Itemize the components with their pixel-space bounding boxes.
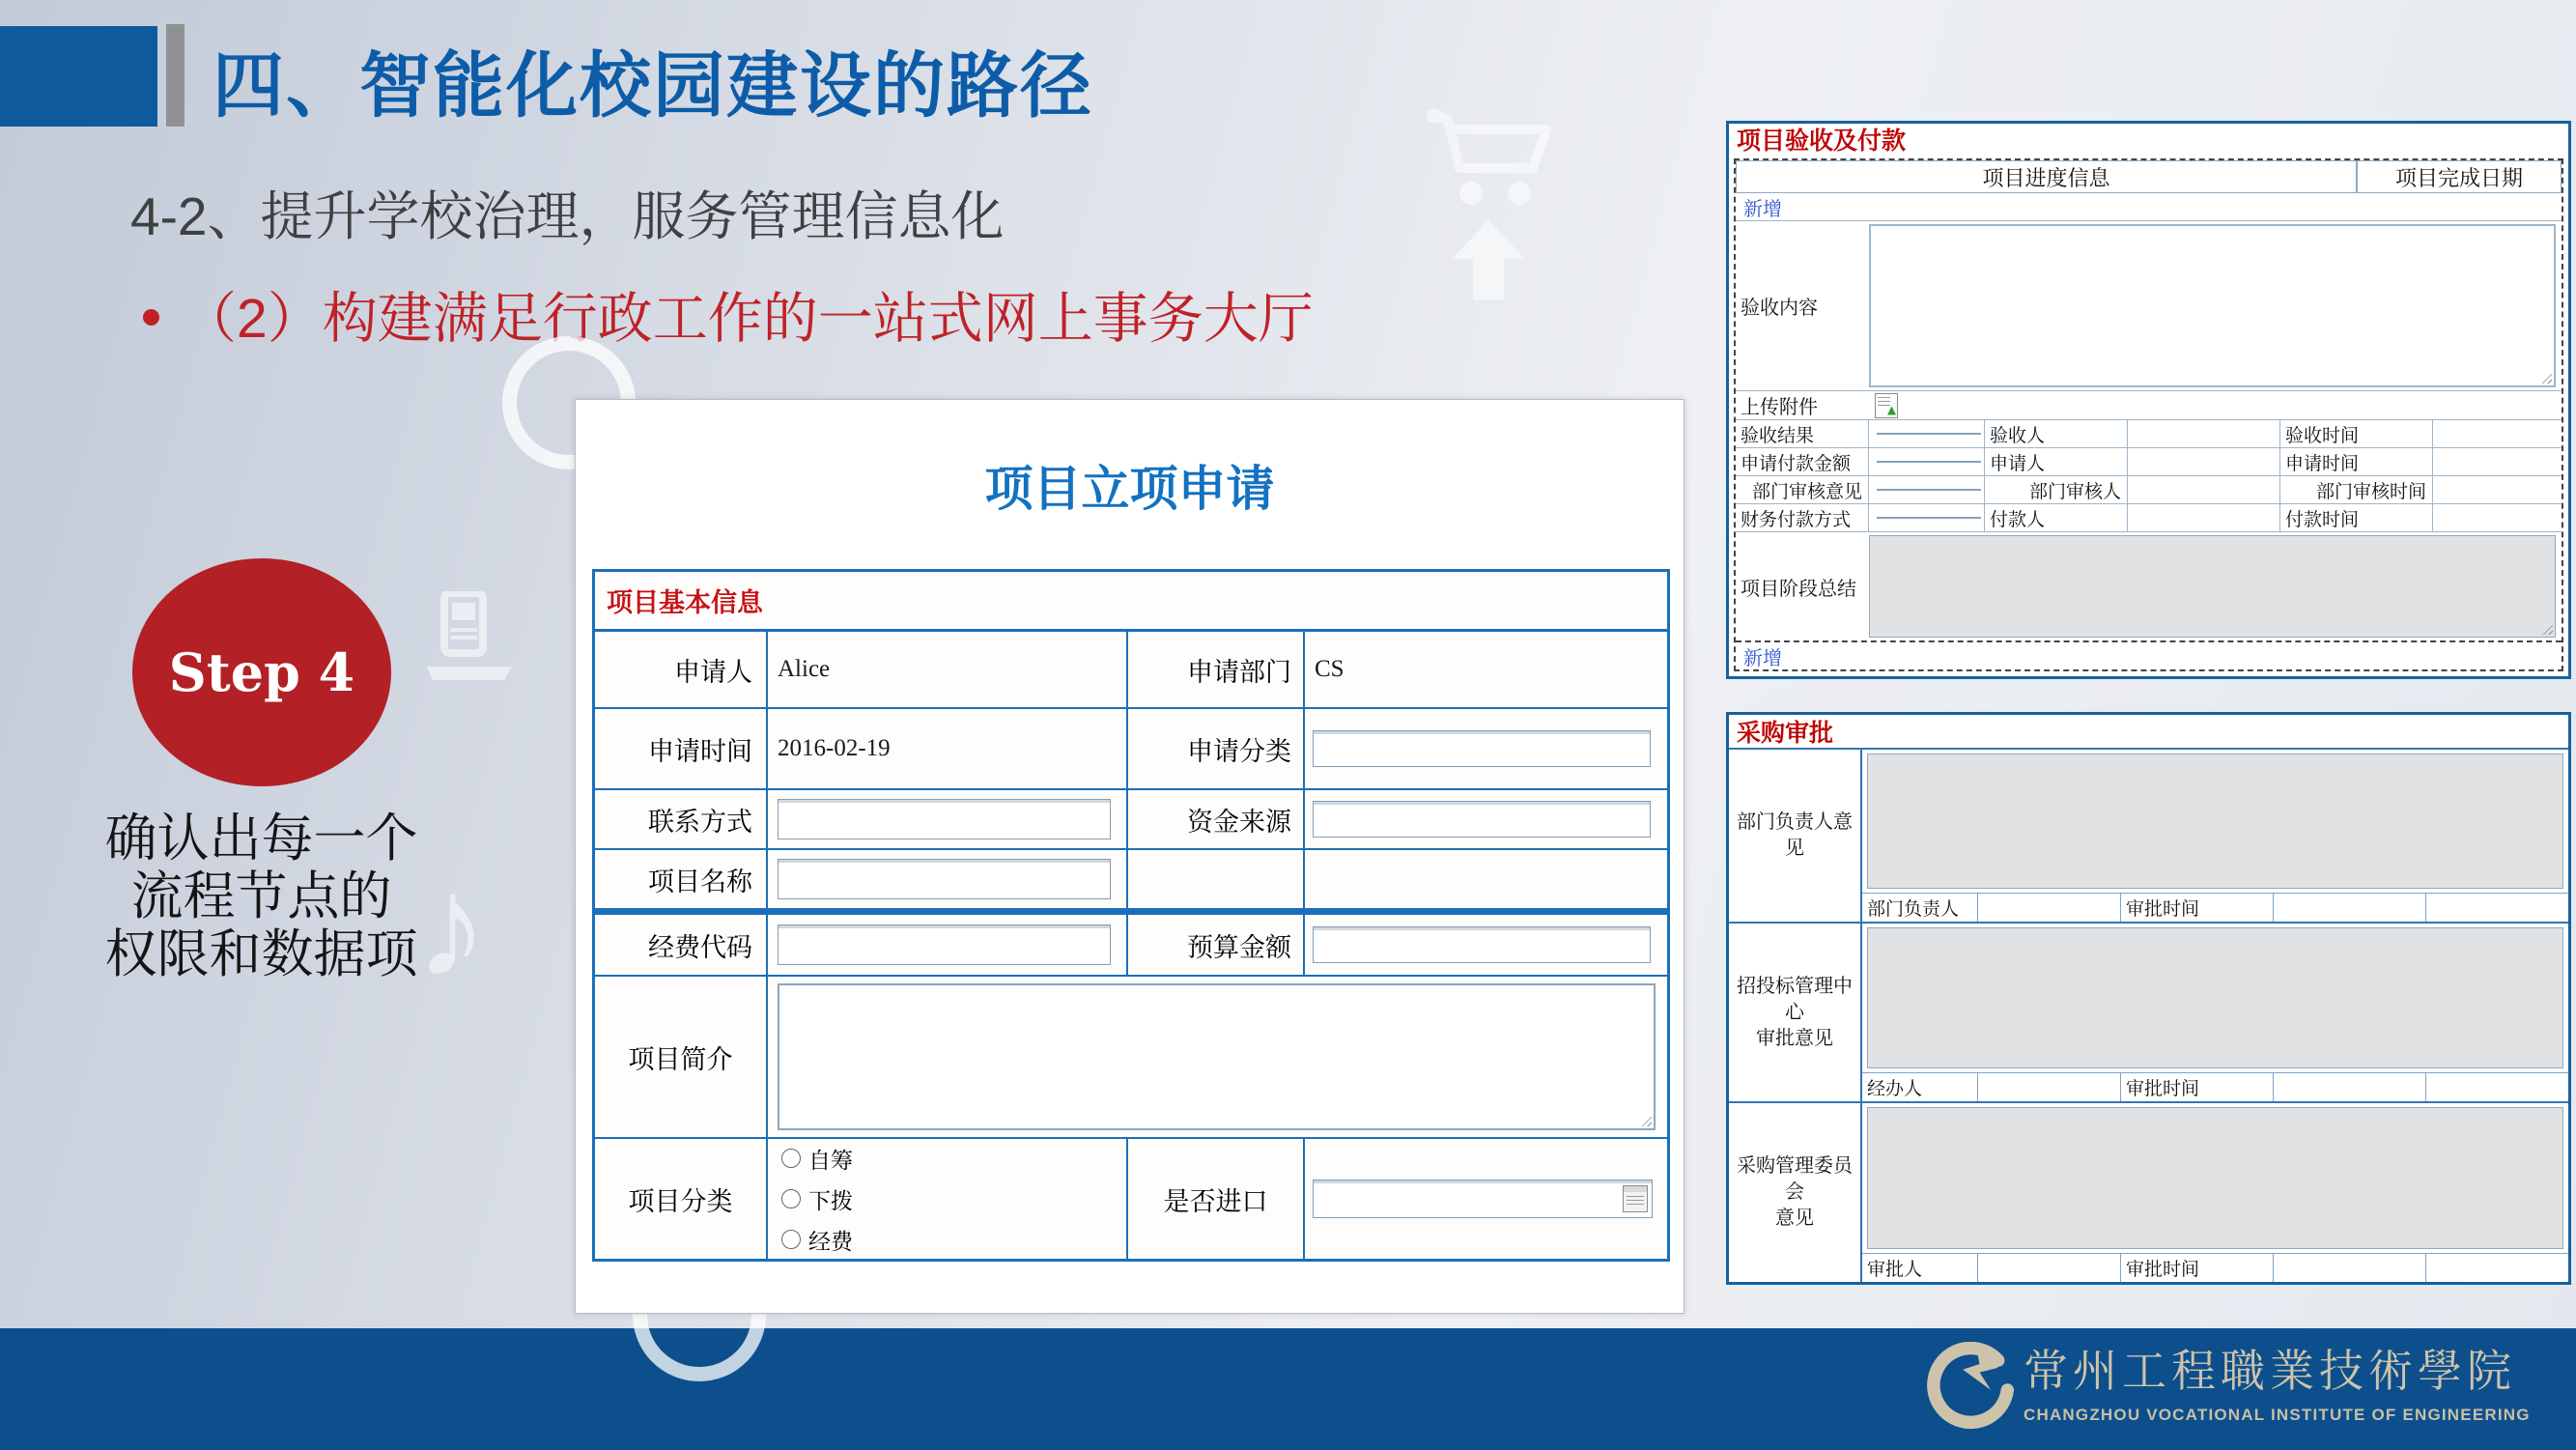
department-value: CS xyxy=(1315,656,1345,682)
empty-cell xyxy=(2433,504,2562,531)
finish-date-header: 项目完成日期 xyxy=(2357,160,2562,193)
empty-cell xyxy=(2128,420,2280,447)
finance-time-label: 付款时间 xyxy=(2280,504,2433,531)
radio-option[interactable] xyxy=(781,1224,853,1256)
acceptance-header-row xyxy=(1736,160,2562,193)
footer-bar xyxy=(0,1328,2576,1450)
empty-cell xyxy=(2426,1073,2568,1101)
intro-label: 项目简介 xyxy=(595,977,768,1137)
dept-opinion-subrow xyxy=(1862,893,2568,922)
result-time-label: 验收时间 xyxy=(2280,420,2433,447)
budget-code-cell xyxy=(768,915,1128,975)
school-logo-text-group xyxy=(2024,1336,2531,1425)
table-row xyxy=(595,709,1667,790)
empty-cell xyxy=(2128,448,2280,475)
empty-cell xyxy=(1305,850,1667,908)
funding-source-cell xyxy=(1305,790,1667,848)
title-accent-bar xyxy=(166,24,184,127)
stage-summary-textarea-disabled xyxy=(1869,535,2556,638)
table-row xyxy=(595,1139,1667,1259)
apply-time-value: 2016-02-19 xyxy=(768,709,1128,788)
upload-attachment-icon[interactable] xyxy=(1875,393,1898,418)
empty-cell xyxy=(2426,894,2568,922)
finance-label: 财务付款方式 xyxy=(1736,504,1869,531)
result-input-cell xyxy=(1869,420,1985,447)
apply-category-label: 申请分类 xyxy=(1128,709,1305,788)
payment-time-label: 申请时间 xyxy=(2280,448,2433,475)
finance-input-disabled xyxy=(1877,517,1981,519)
project-name-input[interactable] xyxy=(778,859,1111,899)
table-row xyxy=(595,977,1667,1139)
dept-review-time-label: 部门审核时间 xyxy=(2280,476,2433,503)
result-input-disabled xyxy=(1877,433,1981,435)
dept-review-input-cell xyxy=(1869,476,1985,503)
step-badge-label: Step 4 xyxy=(168,641,355,703)
upload-row xyxy=(1736,390,2562,419)
music-note-icon: ♪ xyxy=(415,844,488,1007)
payment-amount-row xyxy=(1736,447,2562,475)
bidding-center-label-line: 审批意见 xyxy=(1756,1027,1833,1049)
empty-cell xyxy=(2433,420,2562,447)
dept-review-label: 部门审核意见 xyxy=(1736,476,1869,503)
result-label: 验收结果 xyxy=(1736,420,1869,447)
acceptance-payment-panel xyxy=(1726,121,2571,679)
dept-opinion-textarea-disabled xyxy=(1867,753,2563,889)
bullet-text: （2）构建满足行政工作的一站式网上事务大厅 xyxy=(182,288,1314,350)
table-row xyxy=(595,850,1667,910)
purchase-committee-textarea-disabled xyxy=(1867,1107,2563,1249)
import-label: 是否进口 xyxy=(1128,1139,1305,1259)
funding-source-label: 资金来源 xyxy=(1128,790,1305,848)
step-note xyxy=(46,810,476,983)
dept-opinion-label: 部门负责人意见 xyxy=(1729,750,1862,922)
step-badge xyxy=(132,558,391,786)
calendar-icon[interactable] xyxy=(1623,1185,1648,1212)
school-logo-icon xyxy=(1922,1342,2015,1435)
bidding-center-label xyxy=(1729,924,1862,1101)
progress-info-header: 项目进度信息 xyxy=(1736,160,2357,193)
school-name-en: CHANGZHOU VOCATIONAL INSTITUTE OF ENGINEERING xyxy=(2024,1406,2531,1424)
category-options-cell xyxy=(768,1139,1128,1259)
project-application-panel xyxy=(575,399,1684,1314)
stage-summary-label: 项目阶段总结 xyxy=(1741,578,1856,600)
empty-cell xyxy=(2128,504,2280,531)
budget-amount-label: 预算金额 xyxy=(1128,915,1305,975)
category-label: 项目分类 xyxy=(595,1139,768,1259)
bidding-center-textarea-disabled xyxy=(1867,927,2563,1068)
radio-option[interactable] xyxy=(781,1183,853,1215)
school-name: 常州工程職業技術學院 xyxy=(2024,1345,2516,1397)
approval-time-label: 审批时间 xyxy=(2121,894,2274,922)
empty-cell xyxy=(2128,476,2280,503)
import-date-input[interactable] xyxy=(1313,1180,1653,1218)
purchase-committee-label-line: 意见 xyxy=(1775,1208,1814,1229)
approval-time-label: 审批时间 xyxy=(2121,1254,2274,1282)
empty-cell xyxy=(2426,1254,2568,1282)
acceptance-table xyxy=(1734,158,2563,671)
department-label: 申请部门 xyxy=(1128,632,1305,707)
acceptance-panel-title: 项目验收及付款 xyxy=(1737,128,1907,155)
step-note-line: 权限和数据项 xyxy=(104,925,418,983)
project-name-label: 项目名称 xyxy=(595,850,768,908)
radio-icon[interactable] xyxy=(781,1149,801,1168)
purchase-committee-label xyxy=(1729,1103,1862,1282)
intro-cell xyxy=(768,977,1667,1137)
empty-cell xyxy=(2274,1073,2426,1101)
payment-label: 申请付款金额 xyxy=(1736,448,1869,475)
empty-cell xyxy=(1978,1254,2121,1282)
table-row xyxy=(595,632,1667,709)
add-record-link-bottom[interactable]: 新增 xyxy=(1736,640,2562,669)
contact-input[interactable] xyxy=(778,799,1111,839)
purchase-committee-subrow xyxy=(1862,1253,2568,1282)
contact-label: 联系方式 xyxy=(595,790,768,848)
acceptance-content-textarea[interactable] xyxy=(1869,224,2556,387)
payment-input-cell xyxy=(1869,448,1985,475)
approver-label: 审批人 xyxy=(1862,1254,1978,1282)
dept-review-input-disabled xyxy=(1877,489,1981,491)
empty-cell xyxy=(1978,894,2121,922)
result-person-label: 验收人 xyxy=(1985,420,2128,447)
empty-cell xyxy=(2274,894,2426,922)
title-accent-block xyxy=(0,26,157,127)
purchase-panel-title: 采购审批 xyxy=(1737,720,1834,747)
dept-head-label: 部门负责人 xyxy=(1862,894,1978,922)
dept-opinion-section xyxy=(1729,748,2568,922)
bidding-center-label-line: 招投标管理中心 xyxy=(1737,975,1853,1023)
shopping-cart-icon xyxy=(1425,108,1558,214)
project-basic-info-table xyxy=(592,569,1670,1262)
page-title: 四、智能化校园建设的路径 xyxy=(212,45,1093,126)
bidding-center-subrow xyxy=(1862,1072,2568,1101)
project-name-cell xyxy=(768,850,1128,908)
funding-source-input[interactable] xyxy=(1313,801,1651,838)
budget-amount-input[interactable] xyxy=(1313,926,1651,963)
section-header-basic-info: 项目基本信息 xyxy=(595,572,1667,632)
radio-option-label: 自筹 xyxy=(808,1147,853,1173)
empty-cell xyxy=(2433,448,2562,475)
acceptance-result-row xyxy=(1736,419,2562,447)
radio-option-label: 下拨 xyxy=(808,1187,853,1213)
bullet-dot xyxy=(143,309,159,326)
finance-input-cell xyxy=(1869,504,1985,531)
approval-time-label: 审批时间 xyxy=(2121,1073,2274,1101)
step-note-line: 确认出每一个 xyxy=(104,810,418,867)
purchase-committee-label-line: 采购管理委员会 xyxy=(1737,1155,1853,1203)
purchase-committee-section xyxy=(1729,1101,2568,1282)
radio-icon[interactable] xyxy=(781,1230,801,1249)
empty-cell xyxy=(2433,476,2562,503)
radio-option[interactable] xyxy=(781,1143,853,1175)
contact-cell xyxy=(768,790,1128,848)
page-subtitle: 4-2、提升学校治理，服务管理信息化 xyxy=(130,186,1005,246)
budget-code-input[interactable] xyxy=(778,924,1111,965)
table-row xyxy=(595,790,1667,850)
dept-review-row xyxy=(1736,475,2562,503)
payment-input-disabled xyxy=(1877,461,1981,463)
phone-icon xyxy=(423,591,516,684)
budget-amount-cell xyxy=(1305,915,1667,975)
apply-category-cell xyxy=(1305,709,1667,788)
apply-time-label: 申请时间 xyxy=(595,709,768,788)
import-cell xyxy=(1305,1139,1667,1259)
handler-label: 经办人 xyxy=(1862,1073,1978,1101)
upload-label: 上传附件 xyxy=(1741,397,1818,418)
finance-payment-row xyxy=(1736,503,2562,531)
up-arrow-icon xyxy=(1452,220,1525,299)
add-record-link-top[interactable]: 新增 xyxy=(1743,198,1782,220)
empty-cell xyxy=(1128,850,1305,908)
acceptance-content-label: 验收内容 xyxy=(1741,298,1818,319)
budget-code-label: 经费代码 xyxy=(595,915,768,975)
empty-cell xyxy=(2274,1254,2426,1282)
purchase-approval-panel xyxy=(1726,712,2571,1285)
applicant-value: Alice xyxy=(768,632,1128,707)
stage-summary-row xyxy=(1736,531,2562,640)
project-form-title: 项目立项申请 xyxy=(984,462,1275,516)
radio-icon[interactable] xyxy=(781,1189,801,1208)
payment-person-label: 申请人 xyxy=(1985,448,2128,475)
resize-handle xyxy=(2540,622,2553,635)
apply-category-input[interactable] xyxy=(1313,730,1651,767)
table-row xyxy=(595,915,1667,977)
acceptance-content-row xyxy=(1736,220,2562,390)
dept-review-person-label: 部门审核人 xyxy=(1985,476,2128,503)
finance-person-label: 付款人 xyxy=(1985,504,2128,531)
applicant-label: 申请人 xyxy=(595,632,768,707)
radio-option-label: 经费 xyxy=(808,1228,853,1254)
step-note-line: 流程节点的 xyxy=(130,867,392,925)
empty-cell xyxy=(1978,1073,2121,1101)
intro-textarea[interactable] xyxy=(778,983,1656,1130)
resize-handle[interactable] xyxy=(1639,1114,1652,1126)
bidding-center-section xyxy=(1729,922,2568,1101)
resize-handle[interactable] xyxy=(2539,371,2552,384)
